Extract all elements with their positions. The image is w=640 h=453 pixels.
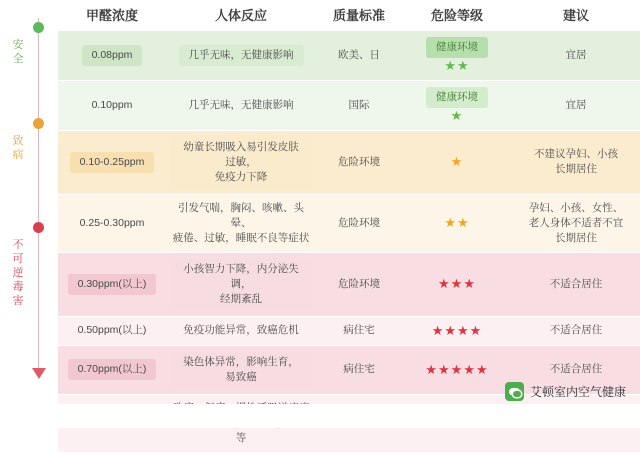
cell-advice: 不适合居住: [512, 316, 640, 345]
axis-zone-label: 不可逆毒害: [12, 239, 24, 307]
danger-label-badge: 健康环境: [426, 37, 488, 58]
cell-reaction: 染色体异常，影响生育，易致癌: [166, 345, 316, 394]
cell-concentration: 0.08ppm: [58, 30, 166, 80]
cell-reaction: 几乎无味，无健康影响: [166, 80, 316, 130]
cell-reaction: 等: [166, 394, 316, 452]
danger-star-rating: ★: [450, 154, 464, 169]
cell-danger-level: [402, 316, 512, 345]
table-row: [58, 30, 640, 80]
cell-danger-level: [402, 130, 512, 194]
danger-star-rating: ★★: [444, 215, 470, 230]
cell-reaction: 幼童长期吸入易引发皮肤过敏， 免疫力下降: [166, 130, 316, 194]
table-row: [58, 80, 640, 130]
table-row: [58, 130, 640, 194]
cell-advice: 宜居: [512, 30, 640, 80]
danger-star-rating: ★★: [444, 57, 470, 73]
header-advice: 建议: [512, 0, 640, 30]
cell-concentration: 0.25-0.30ppm: [58, 194, 166, 252]
axis-zone-dot: [33, 22, 44, 33]
danger-star-rating: ★★★★: [431, 322, 483, 338]
axis-zone-dot: [33, 222, 44, 233]
cell-advice: 孕妇、小孩、女性、 老人身体不适者不宜 长期居住: [512, 194, 640, 252]
cell-reaction: 小孩智力下降，内分泌失调， 经期紊乱: [166, 252, 316, 316]
cell-danger-level: [402, 252, 512, 316]
header-concentration: 甲醛浓度: [58, 0, 166, 30]
cell-standard: 欧美、日: [316, 30, 402, 80]
axis-arrow-icon: [32, 368, 46, 379]
cell-concentration: 0.30ppm(以上): [58, 252, 166, 316]
wechat-icon: [505, 382, 524, 401]
footer-bar: [0, 404, 640, 428]
axis-zone-dot: [33, 118, 44, 129]
cell-reaction: 免疫功能异常，致癌危机: [166, 316, 316, 345]
header-standard: 质量标准: [316, 0, 402, 30]
risk-axis-rail: [0, 0, 58, 428]
cell-standard: 危险环境: [316, 252, 402, 316]
cell-danger-level: [402, 80, 512, 130]
danger-star-rating: ★★★★★: [425, 361, 489, 377]
cell-standard: 病住宅: [316, 316, 402, 345]
header-reaction: 人体反应: [166, 0, 316, 30]
table-row: [58, 252, 640, 316]
cell-reaction: 几乎无味，无健康影响: [166, 30, 316, 80]
table-header-row: [58, 0, 640, 30]
cell-concentration: 0.70ppm(以上): [58, 345, 166, 394]
cell-reaction: 引发气喘，胸闷、咳嗽、头晕、 疲倦、过敏，睡眠不良等症状: [166, 194, 316, 252]
axis-zone-label: 致病: [12, 135, 24, 161]
wechat-label: 艾顿室内空气健康: [529, 385, 626, 399]
cell-standard: 危险环境: [316, 130, 402, 194]
cell-advice: 不适合居住: [512, 345, 640, 394]
table-row: [58, 194, 640, 252]
cell-danger-level: [402, 194, 512, 252]
danger-star-rating: ★: [450, 107, 464, 123]
cell-standard: 危险环境: [316, 194, 402, 252]
cell-standard: 国际: [316, 80, 402, 130]
cell-advice: 不适合居住: [512, 252, 640, 316]
cell-concentration: 0.10ppm: [58, 80, 166, 130]
axis-zone-label: 安全: [12, 39, 24, 65]
table-row: [58, 316, 640, 345]
cell-concentration: 0.50ppm(以上): [58, 316, 166, 345]
header-danger-level: 危险等级: [402, 0, 512, 30]
danger-star-rating: ★★★: [438, 276, 476, 291]
axis-line: [38, 18, 39, 373]
cell-standard: 病住宅: [316, 345, 402, 394]
wechat-credit: [505, 382, 626, 401]
cell-danger-level: [402, 30, 512, 80]
cell-advice: 不建议孕妇、小孩 长期居住: [512, 130, 640, 194]
cell-concentration: 0.10-0.25ppm: [58, 130, 166, 194]
cell-advice: 宜居: [512, 80, 640, 130]
danger-label-badge: 健康环境: [426, 87, 488, 108]
cell-danger-level: [402, 345, 512, 394]
